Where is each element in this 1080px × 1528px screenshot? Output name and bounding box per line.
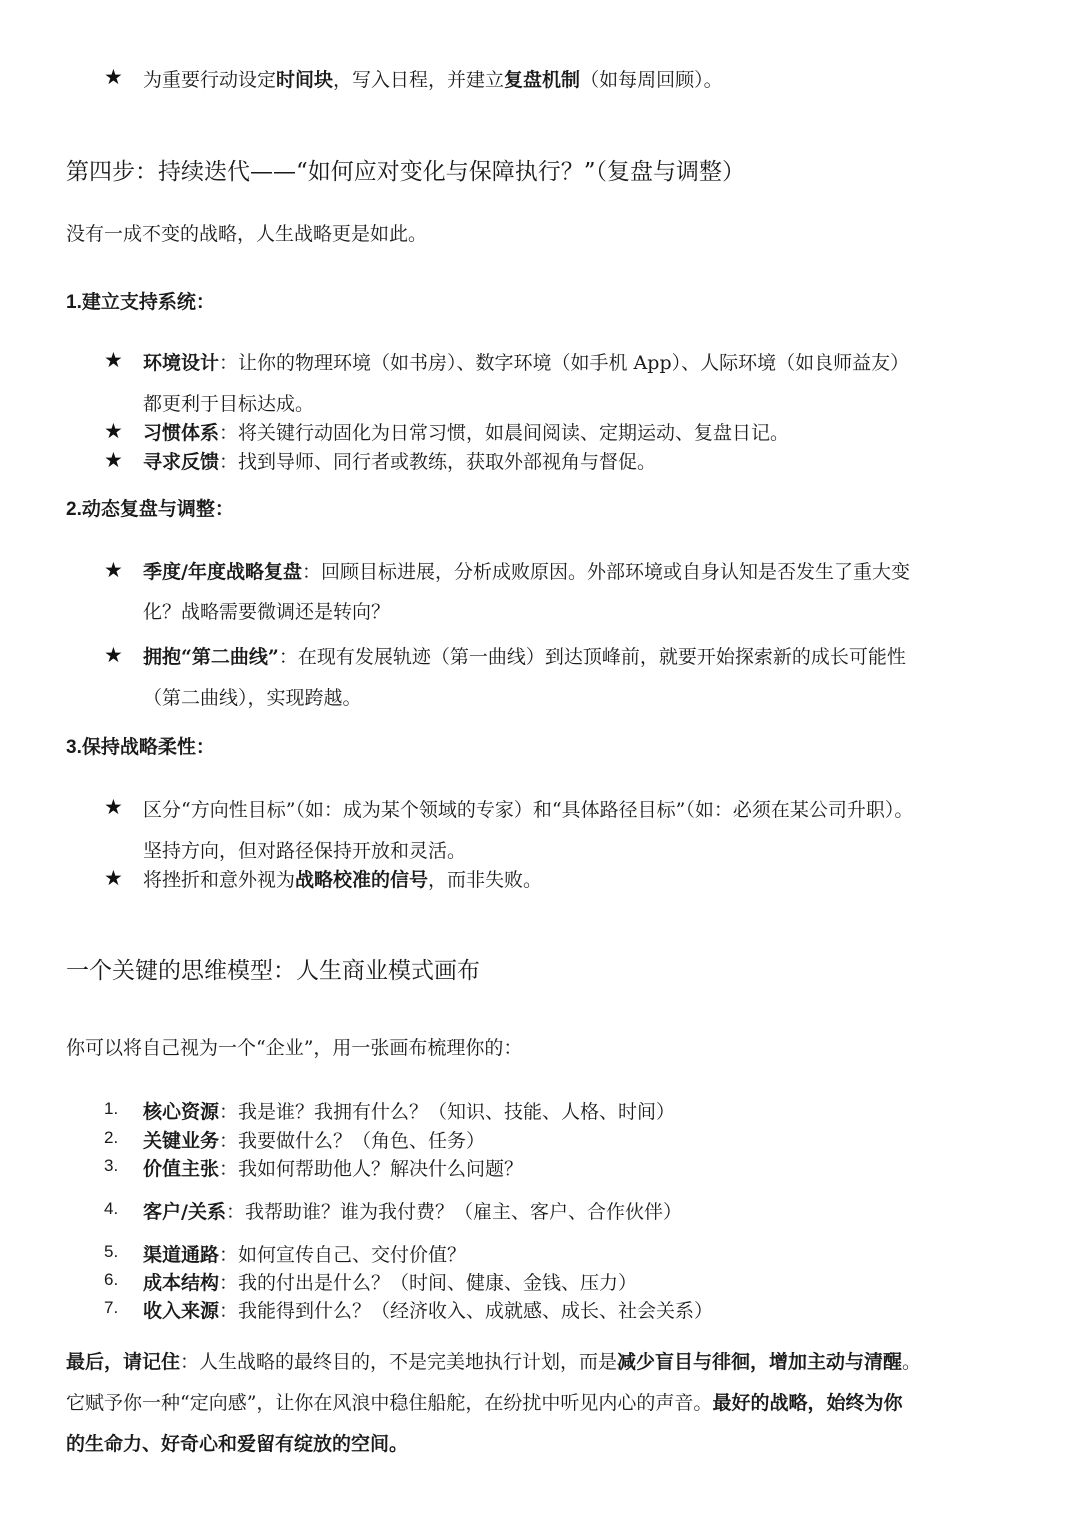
- list-item-text: ：我帮助谁？谁为我付费？（雇主、客户、合作伙伴）: [225, 1201, 682, 1223]
- closing-line-3: 的生命力、好奇心和爱留有绽放的空间。: [66, 1433, 409, 1455]
- list-item-text: ：我是谁？我拥有什么？（知识、技能、人格、时间）: [219, 1101, 676, 1123]
- bullet-setbacks: 将挫折和意外视为战略校准的信号，而非失败。: [143, 869, 543, 891]
- step4-heading: 第四步：持续迭代——“如何应对变化与保障执行？”（复盘与调整）: [66, 159, 746, 185]
- step4-intro: 没有一成不变的战略，人生战略更是如此。: [66, 223, 428, 245]
- star-bullet-icon: ★: [104, 348, 123, 372]
- list-item: [143, 1268, 637, 1295]
- star-bullet-icon: ★: [104, 448, 123, 472]
- list-item: [143, 1240, 466, 1267]
- list-item-label: 关键业务: [143, 1130, 220, 1152]
- bullet-second-curve: 拥抱“第二曲线”：在现有发展轨迹（第一曲线）到达顶峰前，就要开始探索新的成长可能性: [143, 646, 906, 668]
- list-item-text: ：我要做什么？（角色、任务）: [219, 1130, 486, 1152]
- list-item-number: 1.: [104, 1099, 119, 1118]
- list-item-text: ：我能得到什么？（经济收入、成就感、成长、社会关系）: [219, 1300, 714, 1322]
- list-item-number: 7.: [104, 1298, 119, 1317]
- bullet-environment-cont: 都更利于目标达成。: [143, 393, 315, 415]
- list-item-label: 收入来源: [143, 1300, 220, 1322]
- bullet-flexibility-cont: 坚持方向，但对路径保持开放和灵活。: [143, 840, 467, 862]
- star-bullet-icon: ★: [104, 866, 123, 890]
- bullet-feedback: 寻求反馈：找到导师、同行者或教练，获取外部视角与督促。: [143, 451, 657, 473]
- bullet-environment: 环境设计：让你的物理环境（如书房）、数字环境（如手机 App）、人际环境（如良师益友）: [143, 352, 910, 374]
- list-item-label: 渠道通路: [143, 1244, 220, 1266]
- list-item-label: 核心资源: [143, 1101, 220, 1123]
- list-item-label: 客户/关系: [143, 1201, 226, 1223]
- list-item: [143, 1197, 682, 1224]
- list-item: [143, 1154, 523, 1181]
- model-heading: 一个关键的思维模型：人生商业模式画布: [66, 958, 480, 984]
- bullet-second-curve-cont: （第二曲线），实现跨越。: [143, 687, 362, 709]
- bullet-habits: 习惯体系：将关键行动固化为日常习惯，如晨间阅读、定期运动、复盘日记。: [143, 422, 790, 444]
- bullet-review-cont: 化？战略需要微调还是转向？: [143, 601, 391, 623]
- star-bullet-icon: ★: [104, 795, 123, 819]
- star-bullet-icon: ★: [104, 643, 123, 667]
- list-item: [143, 1097, 675, 1124]
- closing-line-1: 最后，请记住：人生战略的最终目的，不是完美地执行计划，而是减少盲目与徘徊，增加主动与清醒。: [66, 1351, 922, 1373]
- section-3-title: 3.保持战略柔性：: [66, 736, 215, 758]
- section-1-title: 1.建立支持系统：: [66, 291, 215, 313]
- list-item-text: ：我如何帮助他人？解决什么问题？: [219, 1158, 524, 1180]
- list-item-number: 4.: [104, 1199, 119, 1218]
- star-bullet-icon: ★: [104, 558, 123, 582]
- model-intro: 你可以将自己视为一个“企业”，用一张画布梳理你的：: [66, 1037, 523, 1059]
- list-item: [143, 1296, 713, 1323]
- list-item-text: ：如何宣传自己、交付价值？: [219, 1244, 467, 1266]
- bullet-time-block: 为重要行动设定时间块，写入日程，并建立复盘机制（如每周回顾）。: [143, 69, 723, 91]
- list-item-number: 6.: [104, 1270, 119, 1289]
- list-item-label: 成本结构: [143, 1272, 220, 1294]
- closing-line-2: 它赋予你一种“定向感”，让你在风浪中稳住船舵，在纷扰中听见内心的声音。最好的战略，始终为你: [66, 1392, 903, 1414]
- star-bullet-icon: ★: [104, 419, 123, 443]
- section-2-title: 2.动态复盘与调整：: [66, 498, 234, 520]
- list-item-text: ：我的付出是什么？（时间、健康、金钱、压力）: [219, 1272, 638, 1294]
- star-bullet-icon: ★: [104, 65, 123, 89]
- bullet-review: 季度/年度战略复盘：回顾目标进展，分析成败原因。外部环境或自身认知是否发生了重大变: [143, 561, 910, 583]
- bullet-flexibility: 区分“方向性目标”（如：成为某个领域的专家）和“具体路径目标”（如：必须在某公司升职）。: [143, 799, 914, 821]
- list-item-number: 3.: [104, 1156, 119, 1175]
- list-item: [143, 1126, 485, 1153]
- list-item-number: 5.: [104, 1242, 119, 1261]
- list-item-label: 价值主张: [143, 1158, 220, 1180]
- list-item-number: 2.: [104, 1128, 119, 1147]
